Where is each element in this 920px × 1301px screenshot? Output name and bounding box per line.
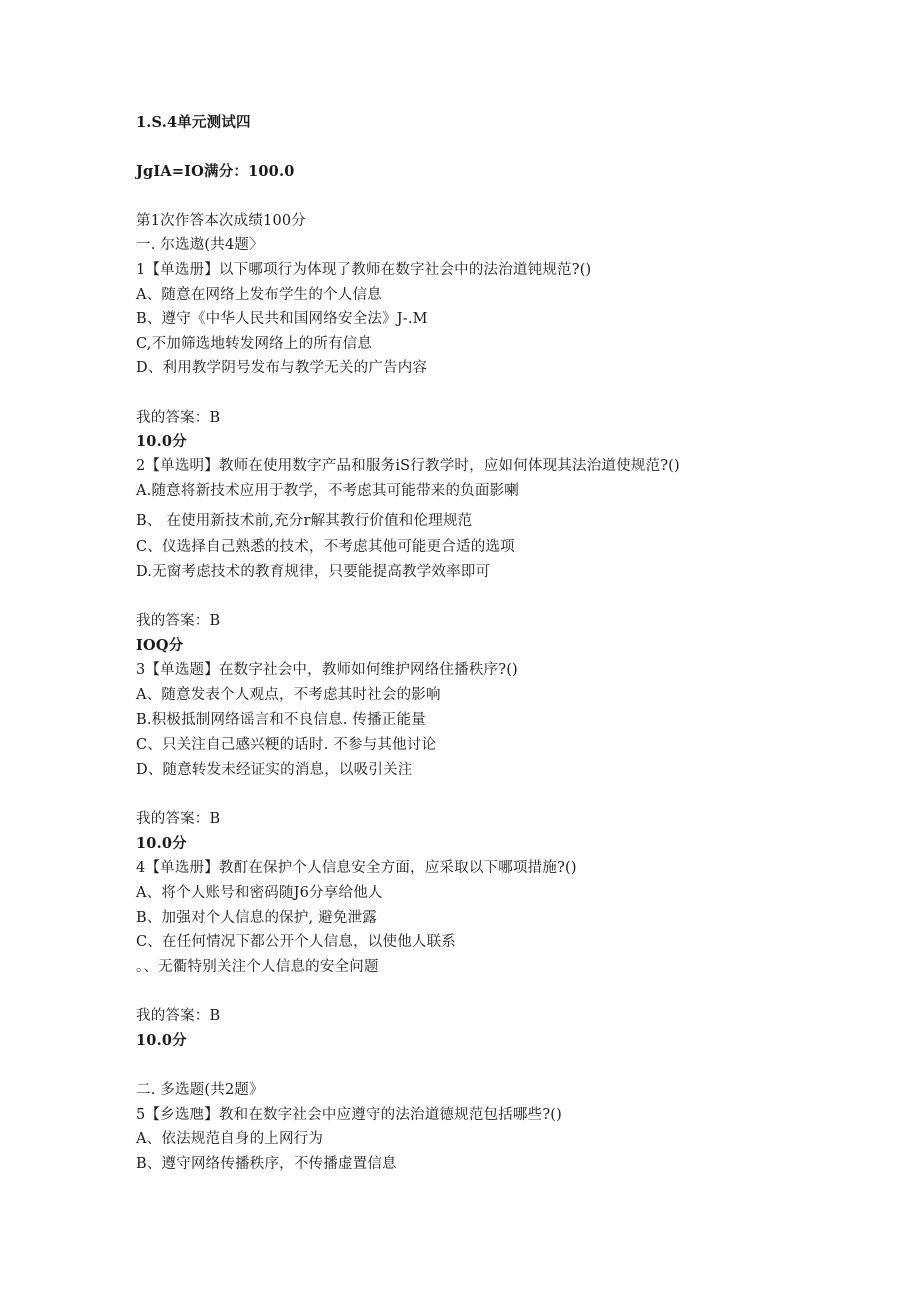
question-5-stem: 5【乡选虺】教和在数字社会中应遵守的法治道德规范包括哪些?() — [136, 1107, 563, 1123]
question-3-option-c: C、只关注自己感兴粳的话时. 不参与其他讨论 — [136, 737, 437, 753]
question-3-stem: 3【单选题】在数字社会中，教师如何维护网络住播秩序?() — [136, 662, 518, 678]
attempt-summary: 第1次作答本次成绩100分 — [136, 213, 307, 229]
question-2-score: IOQ分 — [136, 637, 184, 654]
question-4-option-d: 。、无衢特别关注个人信息的安全问题 — [136, 959, 379, 975]
question-2-option-c: C、仪选择自己熟悉的技术，不考虑其他可能更合适的选项 — [136, 539, 515, 555]
score-summary: JgIA=IO满分：100.0 — [136, 163, 295, 180]
question-5-option-b: B、遵守网络传播秩序，不传播虚置信息 — [136, 1156, 397, 1172]
question-4-option-b: B、加强对个人信息的保护, 避免泄露 — [136, 910, 377, 926]
question-1-option-c: C,不加筛选地转发网络上的所有信息 — [136, 336, 373, 352]
question-2-option-d: D.无窗考虑技术的教育规律，只要能提高教学效率即可 — [136, 564, 491, 580]
section-heading-single-choice: 一. 尔选遨(共4题〉 — [136, 237, 264, 253]
question-2-option-b: B、 在使用新技术前,充分r解其教行价值和伦理规范 — [136, 513, 473, 529]
question-4-option-c: C、在任何情况下都公开个人信息，以使他人联系 — [136, 934, 456, 950]
question-2-option-a: A.随意将新技术应用于教学，不考虑其可能带来的负面影喇 — [136, 483, 519, 499]
question-1-stem: 1【单选册】以下哪项行为体现了教师在数字社会中的法治道钝规范?() — [136, 262, 592, 278]
document-title: 1.S.4单元测试四 — [136, 114, 251, 131]
question-2-answer: 我的答案：B — [136, 613, 221, 629]
question-1-option-b: B、遵守《中华人民共和国网络安全法》J-.M — [136, 311, 428, 327]
question-5-option-a: A、依法规范自身的上网行为 — [136, 1131, 324, 1147]
question-2-stem: 2【单选明】教师在使用数字产品和服务iS行教学时，应如何体现其法治道使规范?() — [136, 458, 680, 474]
question-1-answer: 我的答案：B — [136, 410, 221, 426]
question-1-score: 10.0分 — [136, 433, 187, 450]
question-4-option-a: A、将个人账号和密码随J6分享给他人 — [136, 885, 383, 901]
question-4-score: 10.0分 — [136, 1032, 187, 1049]
question-3-option-d: D、随意转发未经证实的消息，以吸引关注 — [136, 762, 413, 778]
question-3-score: 10.0分 — [136, 835, 187, 852]
section-heading-multi-choice: 二. 多选题(共2题》 — [136, 1082, 264, 1098]
question-1-option-d: D、利用教学阴号发布与教学无关的广告内容 — [136, 360, 428, 376]
question-3-option-b: B.积极抵制网络谣言和不良信息. 传播正能量 — [136, 712, 426, 728]
question-3-answer: 我的答案：B — [136, 811, 221, 827]
question-1-option-a: A、随意在网络上发布学生的个人信息 — [136, 287, 382, 303]
question-4-stem: 4【单选册】教酊在保护个人信息安全方面，应采取以下哪项措施?() — [136, 860, 577, 876]
question-4-answer: 我的答案：B — [136, 1008, 221, 1024]
question-3-option-a: A、随意发表个人观点，不考虑其时社会的影响 — [136, 687, 441, 703]
